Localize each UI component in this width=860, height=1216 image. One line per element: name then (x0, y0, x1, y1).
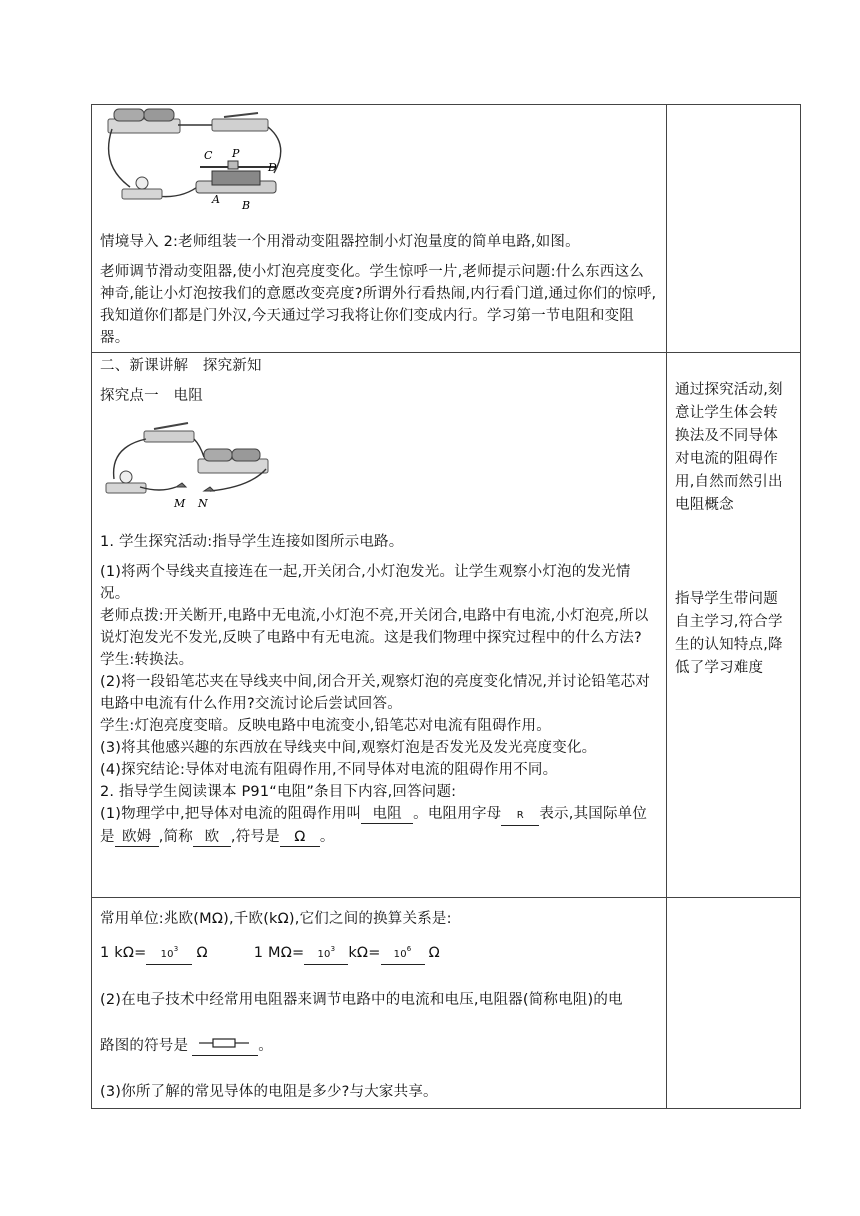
question-2-line-2 (100, 1035, 658, 1057)
row3-side-cell (667, 898, 801, 1109)
label-d: D (268, 161, 277, 174)
resistor-symbol-icon (197, 1036, 253, 1050)
eq1-unit: Ω (196, 944, 208, 961)
q2-end: 。 (258, 1037, 273, 1054)
label-a: A (212, 193, 220, 206)
question-1 (100, 803, 658, 848)
answer-blank-letter: R (501, 807, 539, 826)
table-row (92, 105, 801, 353)
row1-side-cell (667, 105, 801, 353)
eq2-unit: Ω (428, 944, 440, 961)
section-subheading: 探究点一 电阻 (100, 388, 203, 404)
answer-blank-eq2a: $10^3$ (304, 940, 348, 965)
circuit-figure-rheostat (100, 105, 290, 217)
teacher-action: 老师调节滑动变阻器,使小灯泡亮度变化。学生惊呼一片,老师提示问题:什么东西这么神奇,能让小灯泡按我们的意愿改变亮度?所谓外行看热闹,内行看门道,通过你们的惊呼,我知道你们都是门外汉,今天通过学习我将让你们变成内行。学习第一节电阻和变阻器。 (100, 264, 657, 346)
table-row (92, 353, 801, 898)
answer-blank-short: 欧 (193, 828, 231, 847)
scenario-intro: 情境导入 2:老师组装一个用滑动变阻器控制小灯泡量度的简单电路,如图。 (100, 234, 580, 250)
side-note-1: 通过探究活动,刻意让学生体会转换法及不同导体对电流的阻碍作用,自然而然引出电阻概念 (675, 382, 783, 513)
question-2-line-1: (2)在电子技术中经常用电阻器来调节电路中的电流和电压,电阻器(简称电阻)的电 (100, 991, 623, 1008)
lesson-plan-table (91, 104, 783, 1109)
row1-main-cell (92, 105, 667, 353)
row2-main-cell (92, 353, 667, 898)
resistor-symbol-blank (192, 1036, 258, 1056)
q2-text: 路图的符号是 (100, 1037, 189, 1054)
student-answer-2: 学生:灯泡亮度变暗。反映电路中电流变小,铅笔芯对电流有阻碍作用。 (100, 718, 551, 734)
row3-main-cell (92, 898, 667, 1109)
q1-text-e: ,符号是 (230, 829, 280, 845)
q1-text-d: ,简称 (158, 829, 193, 845)
label-n: N (198, 497, 208, 510)
q1-text-a: (1)物理学中,把导体对电流的阻碍作用叫 (100, 806, 362, 822)
answer-blank-eq1: $10^3$ (146, 940, 192, 965)
answer-blank-symbol: Ω (280, 828, 320, 847)
q1-text-c: 表示,其国际单位是 (100, 806, 648, 845)
table-row (92, 898, 801, 1109)
answer-blank-resistance: 电阻 (361, 805, 413, 824)
label-b: B (242, 199, 251, 212)
student-answer-1: 学生:转换法。 (100, 652, 194, 668)
side-note-2: 指导学生带问题自主学习,符合学生的认知特点,降低了学习难度 (675, 591, 783, 676)
section-heading: 二、新课讲解 探究新知 (100, 358, 262, 374)
step-4: (4)探究结论:导体对电流有阻碍作用,不同导体对电流的阻碍作用不同。 (100, 762, 558, 778)
step-3: (3)将其他感兴趣的东西放在导线夹中间,观察灯泡是否发光及发光亮度变化。 (100, 740, 597, 756)
q1-text-b: 。电阻用字母 (413, 806, 502, 822)
row2-side-cell (667, 353, 801, 898)
circuit-figure-clips (100, 417, 270, 517)
label-m: M (174, 497, 186, 510)
answer-blank-unit: 欧姆 (115, 828, 159, 847)
eq1-lhs: 1 kΩ= (100, 944, 147, 961)
step-2: (2)将一段铅笔芯夹在导线夹中间,闭合开关,观察灯泡的亮度变化情况,并讨论铅笔芯对电路中电流有什么作用?交流讨论后尝试回答。 (100, 674, 651, 712)
question-3: (3)你所了解的常见导体的电阻是多少?与大家共享。 (100, 1083, 438, 1100)
teacher-hint: 老师点拨:开关断开,电路中无电流,小灯泡不亮,开关闭合,电路中有电流,小灯泡亮,所以说灯泡发光不发光,反映了电路中有无电流。这是我们物理中探究过程中的什么方法? (100, 608, 649, 646)
label-p: P (232, 147, 240, 160)
unit-equations (100, 940, 658, 965)
units-intro: 常用单位:兆欧(MΩ),千欧(kΩ),它们之间的换算关系是: (100, 911, 452, 927)
step-1: (1)将两个导线夹直接连在一起,开关闭合,小灯泡发光。让学生观察小灯泡的发光情况。 (100, 564, 631, 602)
answer-blank-eq2b: $10^6$ (381, 940, 425, 965)
eq2-mid: kΩ= (348, 944, 381, 961)
activity-1: 1. 学生探究活动:指导学生连接如图所示电路。 (100, 534, 404, 550)
activity-2: 2. 指导学生阅读课本 P91“电阻”条目下内容,回答问题: (100, 784, 457, 800)
eq2-lhs: 1 MΩ= (253, 944, 305, 961)
q1-text-f: 。 (319, 829, 335, 845)
label-c: C (204, 149, 213, 162)
